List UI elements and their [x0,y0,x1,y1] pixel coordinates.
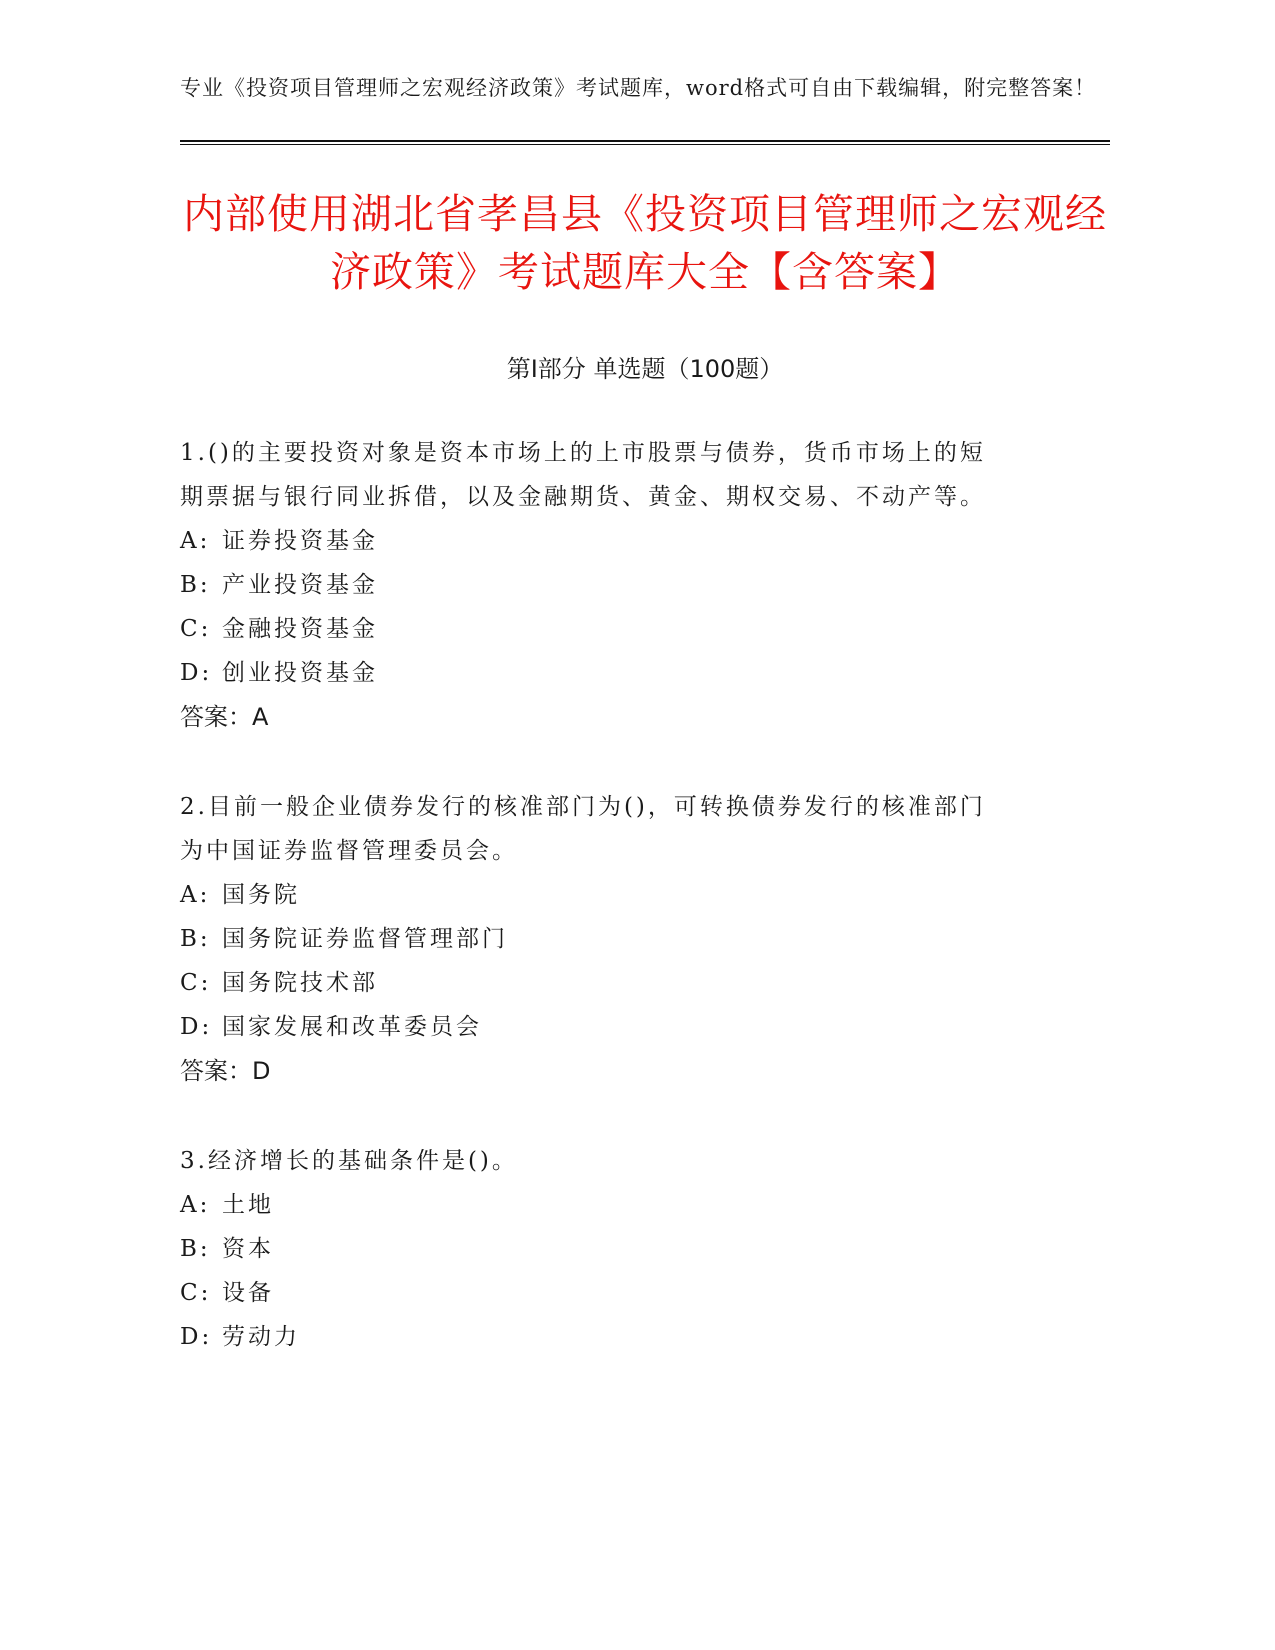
option-key: D: [180,1324,213,1350]
option-c [180,961,1110,1005]
option-text: 金融投资基金 [222,616,378,642]
option-key: A: [180,882,211,908]
option-text: 国家发展和改革委员会 [222,1014,482,1040]
option-c [180,1271,1110,1315]
option-key: D: [180,1014,213,1040]
option-b [180,1227,1110,1271]
option-key: A: [180,528,211,554]
header-note: 专业《投资项目管理师之宏观经济政策》考试题库，word格式可自由下载编辑，附完整答案！ [180,76,1097,100]
option-c [180,607,1110,651]
option-a [180,1183,1110,1227]
answer-prefix: 答案： [180,1057,252,1085]
question-text: 3.经济增长的基础条件是()。 [180,1148,518,1174]
option-key: C: [180,1280,212,1306]
option-key: D: [180,660,213,686]
option-key: B: [180,572,211,598]
option-key: C: [180,970,212,996]
answer-value: D [252,1057,271,1085]
option-b [180,563,1110,607]
answer-line [180,1049,1110,1093]
option-b [180,917,1110,961]
question-2 [180,785,1110,1093]
option-text: 证券投资基金 [222,528,378,554]
option-d [180,651,1110,695]
option-d [180,1315,1110,1359]
option-d [180,1005,1110,1049]
option-text: 资本 [222,1236,274,1262]
header-divider [180,140,1110,145]
question-text: 2.目前一般企业债券发行的核准部门为()，可转换债券发行的核准部门为中国证券监督管理委员会。 [180,794,986,864]
question-1 [180,431,1110,739]
option-text: 国务院 [222,882,300,908]
option-key: C: [180,616,212,642]
option-text: 设备 [222,1280,274,1306]
option-key: A: [180,1192,211,1218]
option-key: B: [180,926,211,952]
option-text: 产业投资基金 [222,572,378,598]
section-heading: 第Ⅰ部分 单选题（100题） [506,355,784,383]
question-text: 1.()的主要投资对象是资本市场上的上市股票与债券，货币市场上的短期票据与银行同业拆借，以及金融期货、黄金、期权交易、不动产等。 [180,440,986,510]
answer-value: A [252,703,269,731]
answer-prefix: 答案： [180,703,252,731]
document-title: 内部使用湖北省孝昌县《投资项目管理师之宏观经济政策》考试题库大全【含答案】 [183,190,1107,296]
option-a [180,519,1110,563]
document-page [180,0,1110,1359]
option-a [180,873,1110,917]
option-text: 创业投资基金 [222,660,378,686]
option-key: B: [180,1236,211,1262]
option-text: 国务院技术部 [222,970,378,996]
option-text: 国务院证券监督管理部门 [222,926,508,952]
question-3 [180,1139,1110,1359]
answer-line [180,695,1110,739]
option-text: 土地 [222,1192,274,1218]
option-text: 劳动力 [222,1324,300,1350]
